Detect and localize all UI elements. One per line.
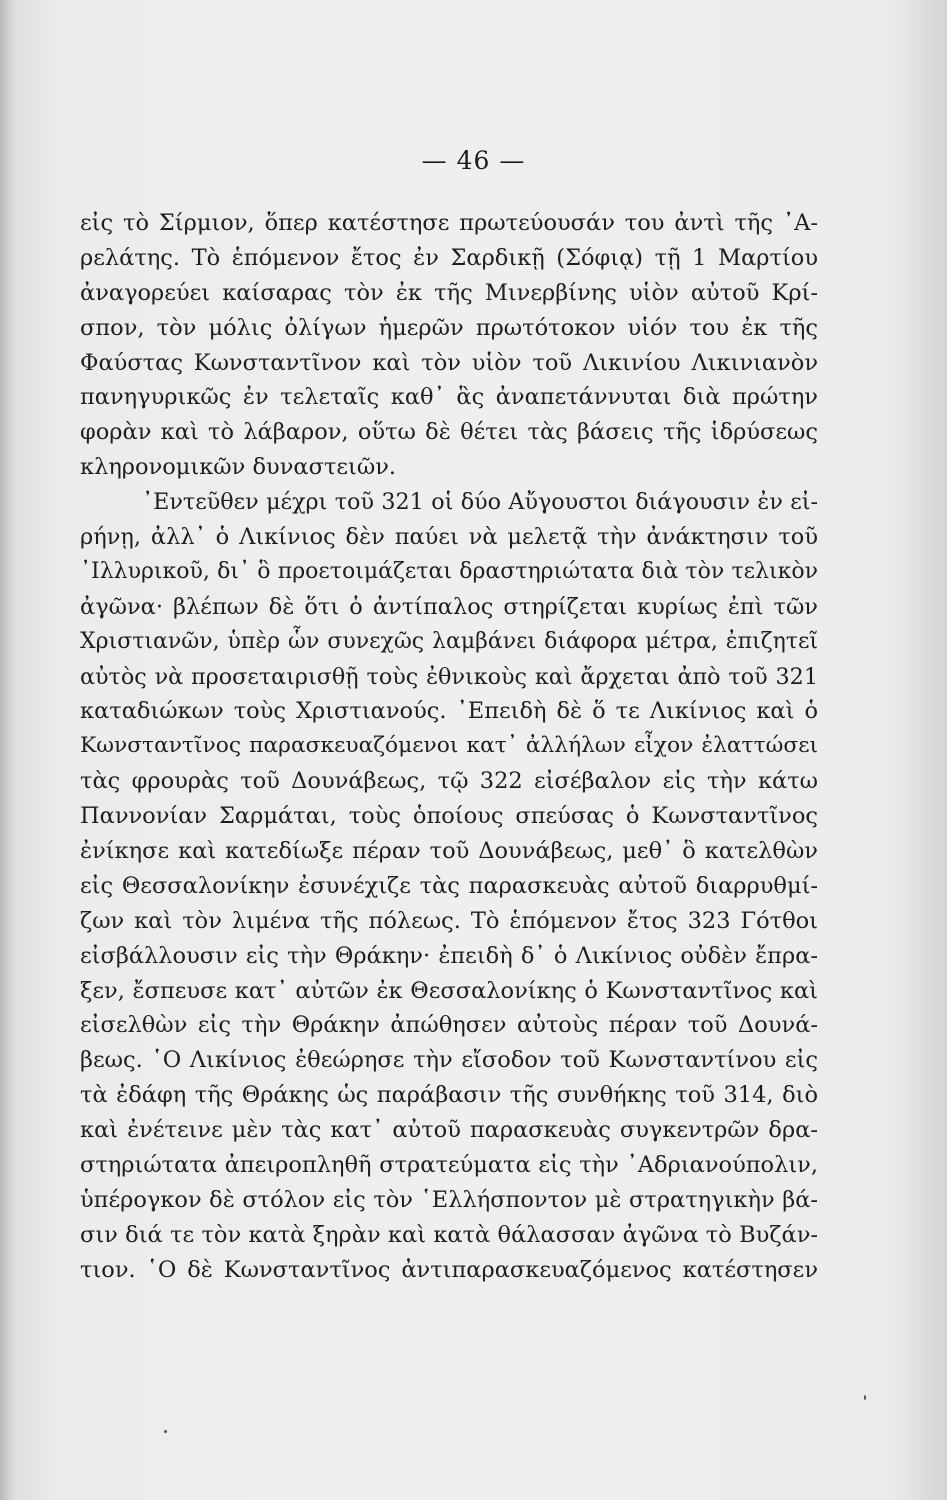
page-number: — 46 —	[421, 146, 526, 175]
text-line: τιον. ῾Ο δὲ Κωνσταντῖνος ἀντιπαρασκευαζόμενος κατέστησεν	[80, 1256, 818, 1283]
paper-speck	[864, 1395, 866, 1400]
text-line: ἀναγορεύει καίσαρας τὸν ἐκ τῆς Μινερβίνης υἱὸν αὐτοῦ Κρί-	[80, 279, 818, 306]
text-line: βεως. ῾Ο Λικίνιος ἐθεώρησε τὴν εἴσοδον τοῦ Κωνσταντίνου εἰς	[80, 1047, 818, 1074]
text-line: ἀγῶνα· βλέπων δὲ ὅτι ὁ ἀντίπαλος στηρίζεται κυρίως ἐπὶ τῶν	[80, 593, 818, 620]
text-line: εἰσβάλλουσιν εἰς τὴν Θράκην· ἐπειδὴ δ᾿ ὁ Λικίνιος οὐδὲν ἔπρα-	[80, 942, 818, 969]
text-line: φορὰν καὶ τὸ λάβαρον, οὕτω δὲ θέτει τὰς βάσεις τῆς ἱδρύσεως	[80, 419, 818, 446]
text-line: ᾿Ιλλυρικοῦ, δι᾿ ὃ προετοιμάζεται δραστηριώτατα διὰ τὸν τελικὸν	[80, 558, 818, 584]
text-line: Φαύστας Κωνσταντῖνον καὶ τὸν υἱὸν τοῦ Λικινίου Λικινιανὸν	[80, 349, 818, 376]
body-text	[80, 206, 818, 1288]
text-line: εἰς Θεσσαλονίκην ἐσυνέχιζε τὰς παρασκευὰς αὐτοῦ διαρρυθμί-	[80, 872, 818, 899]
text-line: σπον, τὸν μόλις ὀλίγων ἡμερῶν πρωτότοκον υἱόν του ἐκ τῆς	[80, 314, 818, 341]
text-line: σιν διά τε τὸν κατὰ ξηρὰν καὶ κατὰ θάλασσαν ἀγῶνα τὸ Βυζάν-	[80, 1221, 818, 1248]
text-line: ᾿Εντεῦθεν μέχρι τοῦ 321 οἱ δύο Αὔγουστοι διάγουσιν ἐν εἰ-	[142, 489, 818, 516]
text-line: τὰς φρουρὰς τοῦ Δουνάβεως, τῷ 322 εἰσέβαλον εἰς τὴν κάτω	[80, 768, 818, 795]
text-line: Παννονίαν Σαρμάται, τοὺς ὁποίους σπεύσας ὁ Κωνσταντῖνος	[80, 803, 818, 830]
text-line: αὐτὸς νὰ προσεταιρισθῇ τοὺς ἐθνικοὺς καὶ ἄρχεται ἀπὸ τοῦ 321	[80, 663, 818, 690]
text-line: ρήνῃ, ἀλλ᾿ ὁ Λικίνιος δὲν παύει νὰ μελετᾷ τὴν ἀνάκτησιν τοῦ	[80, 524, 818, 551]
text-line: Κωνσταντῖνος παρασκευαζόμενοι κατ᾿ ἀλλήλων εἶχον ἐλαττώσει	[80, 733, 818, 759]
text-line: ξεν, ἔσπευσε κατ᾿ αὐτῶν ἐκ Θεσσαλονίκης ὁ Κωνσταντῖνος καὶ	[80, 977, 818, 1004]
text-line: στηριώτατα ἀπειροπληθῆ στρατεύματα εἰς τὴν ᾿Αδριανούπολιν,	[80, 1152, 818, 1179]
text-line: πανηγυρικῶς ἐν τελεταῖς καθ᾿ ἃς ἀναπετάννυται διὰ πρώτην	[80, 384, 818, 411]
text-line: Χριστιανῶν, ὑπὲρ ὧν συνεχῶς λαμβάνει διάφορα μέτρα, ἐπιζητεῖ	[80, 628, 818, 654]
text-line: εἰς τὸ Σίρμιον, ὅπερ κατέστησε πρωτεύουσάν του ἀντὶ τῆς ᾿Α-	[80, 210, 818, 236]
text-line: τὰ ἐδάφη τῆς Θράκης ὡς παράβασιν τῆς συνθήκης τοῦ 314, διὸ	[80, 1082, 818, 1109]
text-line: καὶ ἐνέτεινε μὲν τὰς κατ᾿ αὐτοῦ παρασκευὰς συγκεντρῶν δρα-	[80, 1117, 818, 1144]
text-line: ὑπέρογκον δὲ στόλον εἰς τὸν ῾Ελλήσποντον μὲ στρατηγικὴν βά-	[80, 1186, 818, 1213]
text-line: ἐνίκησε καὶ κατεδίωξε πέραν τοῦ Δουνάβεως, μεθ᾿ ὃ κατελθὼν	[80, 838, 818, 865]
text-line: ζων καὶ τὸν λιμένα τῆς πόλεως. Τὸ ἑπόμενον ἔτος 323 Γότθοι	[80, 907, 818, 934]
page-gutter-shadow	[0, 0, 14, 1500]
text-line: εἰσελθὼν εἰς τὴν Θράκην ἀπώθησεν αὐτοὺς πέραν τοῦ Δουνά-	[80, 1012, 818, 1039]
text-line: κληρονομικῶν δυναστειῶν.	[80, 454, 397, 481]
paper-speck	[164, 1430, 167, 1433]
text-line: καταδιώκων τοὺς Χριστιανούς. ᾿Επειδὴ δὲ ὅ τε Λικίνιος καὶ ὁ	[80, 698, 818, 725]
text-line: ρελάτης. Τὸ ἑπόμενον ἔτος ἐν Σαρδικῇ (Σόφιᾳ) τῇ 1 Μαρτίου	[80, 244, 818, 271]
